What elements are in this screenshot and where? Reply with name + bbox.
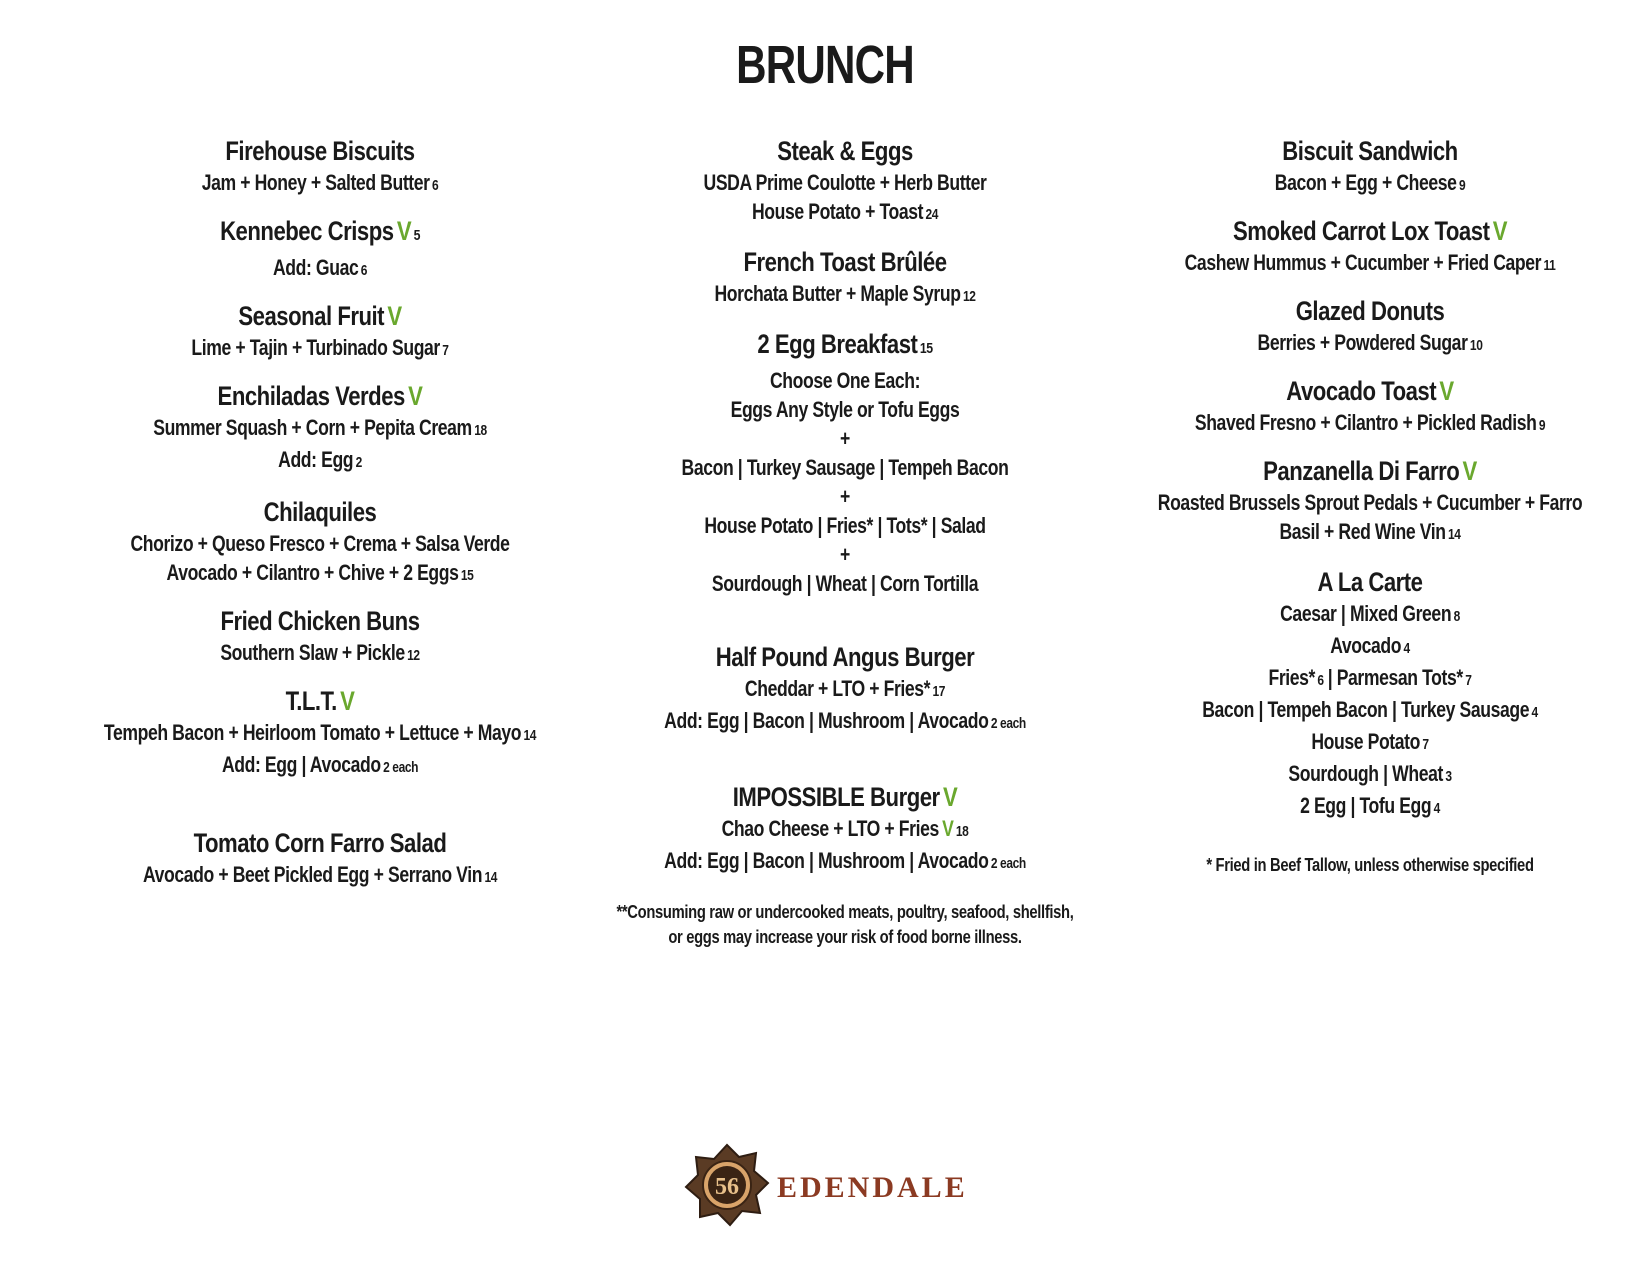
line-price: 2 each bbox=[383, 759, 419, 776]
line-price: 7 bbox=[1422, 736, 1429, 753]
footnote bbox=[1090, 853, 1650, 878]
description-text: Bacon | Turkey Sausage | Tempeh Bacon bbox=[681, 455, 1009, 480]
menu-title: BRUNCH bbox=[736, 35, 914, 95]
menu-item-name bbox=[615, 640, 1074, 674]
menu-item-description bbox=[1146, 408, 1594, 440]
description-text: Chorizo + Queso Fresco + Crema + Salsa Verde bbox=[130, 531, 510, 556]
menu-item-description bbox=[96, 750, 544, 782]
menu-item bbox=[1090, 134, 1650, 200]
line-price: 7 bbox=[442, 342, 449, 359]
menu-item-name bbox=[90, 379, 549, 413]
menu-item-name bbox=[615, 245, 1074, 279]
description-text: Southern Slaw + Pickle bbox=[220, 640, 405, 665]
description-text: Bacon + Egg + Cheese bbox=[1274, 170, 1457, 195]
menu-item bbox=[1090, 454, 1650, 549]
description-text: Add: Egg | Avocado bbox=[221, 752, 381, 777]
description-text: Add: Egg bbox=[278, 447, 354, 472]
menu-item-name bbox=[90, 684, 549, 718]
disclaimer bbox=[565, 900, 1125, 950]
menu-item-name bbox=[1140, 214, 1599, 248]
description-text: House Potato bbox=[1311, 729, 1420, 754]
line-price: 4 bbox=[1403, 640, 1410, 657]
line-price: 7 bbox=[1465, 672, 1472, 689]
line-price: 11 bbox=[1543, 257, 1556, 274]
line-price: 2 bbox=[355, 454, 362, 471]
menu-item-name bbox=[90, 826, 549, 860]
menu-item-description bbox=[96, 253, 544, 285]
description-text: Fries* bbox=[1268, 665, 1316, 690]
menu-item-title: Half Pound Angus Burger bbox=[715, 642, 975, 672]
description-text: USDA Prime Coulotte + Herb Butter bbox=[703, 170, 987, 195]
menu-item-title: Seasonal Fruit bbox=[238, 301, 385, 331]
description-text: Eggs Any Style or Tofu Eggs bbox=[730, 397, 960, 422]
menu-item bbox=[1090, 374, 1650, 440]
menu-item bbox=[40, 214, 600, 285]
description-text: 2 Egg | Tofu Egg bbox=[1300, 793, 1432, 818]
menu-column-middle bbox=[565, 134, 1125, 950]
menu-item-title: French Toast Brûlée bbox=[743, 247, 947, 277]
menu-item-title: Chilaquiles bbox=[263, 497, 377, 527]
vegan-mark: V bbox=[1492, 216, 1508, 246]
menu-item bbox=[1090, 565, 1650, 823]
menu-item-description bbox=[1146, 791, 1594, 823]
menu-item-name bbox=[90, 604, 549, 638]
menu-item-title: IMPOSSIBLE Burger bbox=[732, 782, 940, 812]
line-price: 3 bbox=[1445, 768, 1452, 785]
menu-item-description bbox=[621, 168, 1069, 197]
description-text: Avocado + Beet Pickled Egg + Serrano Vin bbox=[142, 862, 483, 887]
menu-item-description bbox=[96, 413, 544, 445]
menu-item-title: Fried Chicken Buns bbox=[220, 606, 420, 636]
vegan-mark: V bbox=[1439, 376, 1454, 406]
description-text: Avocado + Cilantro + Chive + 2 Eggs bbox=[166, 560, 459, 585]
description-text: Horchata Butter + Maple Syrup bbox=[714, 281, 961, 306]
line-price: 18 bbox=[955, 823, 969, 840]
description-text: House Potato | Fries* | Tots* | Salad bbox=[704, 513, 986, 538]
menu-column-left bbox=[40, 134, 600, 892]
line-price: 10 bbox=[1469, 337, 1483, 354]
line-price: 9 bbox=[1458, 177, 1466, 194]
description-text: House Potato + Toast bbox=[751, 199, 924, 224]
description-text: Jam + Honey + Salted Butter bbox=[201, 170, 430, 195]
menu-item bbox=[40, 495, 600, 590]
menu-item-title: Kennebec Crisps bbox=[220, 216, 394, 246]
menu-item-description bbox=[96, 333, 544, 365]
menu-item bbox=[565, 327, 1125, 598]
line-price: 14 bbox=[523, 727, 537, 744]
line-price: 14 bbox=[1447, 526, 1461, 543]
menu-item-name bbox=[615, 327, 1074, 366]
menu-item-description bbox=[621, 706, 1069, 738]
menu-item-description bbox=[96, 529, 544, 558]
line-price: 2 each bbox=[990, 855, 1026, 872]
description-text: + bbox=[840, 426, 850, 451]
menu-item-description bbox=[621, 674, 1069, 706]
menu-item-description bbox=[621, 424, 1069, 453]
menu-item-title: A La Carte bbox=[1317, 567, 1423, 597]
menu-item bbox=[1090, 214, 1650, 280]
menu-item-description bbox=[96, 718, 544, 750]
logo-number: 56 bbox=[715, 1174, 739, 1200]
line-price: 6 bbox=[360, 262, 368, 279]
edendale-logo bbox=[684, 1143, 1004, 1228]
menu-item-description bbox=[621, 540, 1069, 569]
line-price: 6 bbox=[431, 177, 439, 194]
menu-item bbox=[40, 299, 600, 365]
line-price: 24 bbox=[925, 206, 939, 223]
menu-item-description bbox=[621, 279, 1069, 311]
description-text: Shaved Fresno + Cilantro + Pickled Radish bbox=[1194, 410, 1537, 435]
menu-item-title: 2 Egg Breakfast bbox=[757, 329, 918, 359]
description-text: Sourdough | Wheat bbox=[1288, 761, 1443, 786]
menu-item-description bbox=[621, 814, 1069, 846]
menu-item-title: T.L.T. bbox=[285, 686, 337, 716]
menu-item-description bbox=[621, 366, 1069, 395]
description-text: Roasted Brussels Sprout Pedals + Cucumber + Farro bbox=[1157, 490, 1583, 515]
line-price: 18 bbox=[474, 422, 487, 439]
menu-item-title: Biscuit Sandwich bbox=[1282, 136, 1458, 166]
menu-column-right bbox=[1090, 134, 1650, 878]
disclaimer-line: or eggs may increase your risk of food borne illness. bbox=[668, 927, 1022, 947]
menu-item-name bbox=[1140, 294, 1599, 328]
menu-item-name bbox=[1140, 565, 1599, 599]
menu-item-title: Smoked Carrot Lox Toast bbox=[1232, 216, 1490, 246]
menu-item-description bbox=[1146, 695, 1594, 727]
description-text: Summer Squash + Corn + Pepita Cream bbox=[153, 415, 472, 440]
vegan-mark: V bbox=[396, 216, 412, 246]
menu-item bbox=[565, 780, 1125, 878]
vegan-mark: V bbox=[942, 816, 954, 841]
menu-item-title: Tomato Corn Farro Salad bbox=[193, 828, 447, 858]
menu-item-description bbox=[96, 445, 544, 477]
menu-item bbox=[40, 604, 600, 670]
menu-item-description bbox=[1146, 328, 1594, 360]
menu-item-title: Avocado Toast bbox=[1286, 376, 1437, 406]
menu-item-name bbox=[1140, 374, 1599, 408]
menu-item-description bbox=[96, 638, 544, 670]
menu-item-description bbox=[1146, 248, 1594, 280]
line-price: 9 bbox=[1538, 417, 1546, 434]
menu-item-name bbox=[90, 495, 549, 529]
description-text: | Parmesan Tots* bbox=[1327, 665, 1463, 690]
description-text: Add: Egg | Bacon | Mushroom | Avocado bbox=[664, 848, 989, 873]
menu-item-title: Firehouse Biscuits bbox=[225, 136, 415, 166]
menu-item bbox=[565, 245, 1125, 311]
menu-item bbox=[40, 379, 600, 477]
menu-item-title: Steak & Eggs bbox=[777, 136, 913, 166]
vegan-mark: V bbox=[340, 686, 355, 716]
description-text: + bbox=[840, 484, 850, 509]
vegan-mark: V bbox=[408, 381, 423, 411]
menu-item-price: 15 bbox=[919, 340, 933, 357]
menu-item-description bbox=[96, 860, 544, 892]
disclaimer-line: **Consuming raw or undercooked meats, poultry, seafood, shellfish, bbox=[616, 902, 1074, 922]
menu-item-name bbox=[615, 134, 1074, 168]
description-text: Berries + Powdered Sugar bbox=[1257, 330, 1468, 355]
logo-wordmark: EDENDALE bbox=[777, 1171, 968, 1204]
description-text: Choose One Each: bbox=[769, 368, 921, 393]
menu-item-description bbox=[1146, 517, 1594, 549]
menu-item-name bbox=[1140, 454, 1599, 488]
description-text: Basil + Red Wine Vin bbox=[1279, 519, 1446, 544]
line-price: 6 bbox=[1317, 672, 1324, 689]
menu-item-description bbox=[1146, 631, 1594, 663]
line-price: 2 each bbox=[990, 715, 1026, 732]
menu-item-description bbox=[1146, 727, 1594, 759]
menu-item-description bbox=[621, 197, 1069, 229]
description-text: Add: Guac bbox=[272, 255, 359, 280]
description-text: Avocado bbox=[1330, 633, 1402, 658]
description-text: Add: Egg | Bacon | Mushroom | Avocado bbox=[664, 708, 989, 733]
menu-item-description bbox=[621, 569, 1069, 598]
menu-item-name bbox=[90, 299, 549, 333]
menu-item-description bbox=[621, 846, 1069, 878]
menu-item bbox=[565, 134, 1125, 229]
menu-item-title: Enchiladas Verdes bbox=[217, 381, 405, 411]
line-price: 15 bbox=[460, 567, 474, 584]
line-price: 4 bbox=[1433, 800, 1440, 817]
description-text: Sourdough | Wheat | Corn Tortilla bbox=[711, 571, 979, 596]
menu-item-description bbox=[621, 453, 1069, 482]
description-text: Cashew Hummus + Cucumber + Fried Caper bbox=[1184, 250, 1542, 275]
menu-item-title: Panzanella Di Farro bbox=[1263, 456, 1460, 486]
description-text: Chao Cheese + LTO + Fries bbox=[721, 816, 939, 841]
menu-item-description bbox=[1146, 759, 1594, 791]
menu-item bbox=[1090, 294, 1650, 360]
menu-item-description bbox=[621, 482, 1069, 511]
menu-item-price: 5 bbox=[413, 227, 420, 244]
description-text: + bbox=[840, 542, 850, 567]
menu-item-name bbox=[90, 214, 549, 253]
vegan-mark: V bbox=[942, 782, 958, 812]
description-text: Caesar | Mixed Green bbox=[1280, 601, 1452, 626]
menu-item-description bbox=[621, 395, 1069, 424]
menu-item-name bbox=[90, 134, 549, 168]
menu-item-title: Glazed Donuts bbox=[1295, 296, 1445, 326]
menu-item-description bbox=[96, 558, 544, 590]
line-price: 12 bbox=[962, 288, 976, 305]
menu-item-description bbox=[1146, 168, 1594, 200]
line-price: 14 bbox=[484, 869, 497, 886]
vegan-mark: V bbox=[387, 301, 402, 331]
menu-item bbox=[40, 684, 600, 782]
description-text: Lime + Tajin + Turbinado Sugar bbox=[191, 335, 440, 360]
menu-item bbox=[565, 640, 1125, 738]
vegan-mark: V bbox=[1462, 456, 1477, 486]
description-text: Tempeh Bacon + Heirloom Tomato + Lettuce + Mayo bbox=[103, 720, 522, 745]
menu-item bbox=[40, 134, 600, 200]
menu-item-description bbox=[1146, 663, 1594, 695]
menu-item-description bbox=[621, 511, 1069, 540]
footnote-text: * Fried in Beef Tallow, unless otherwise specified bbox=[1206, 855, 1534, 875]
line-price: 4 bbox=[1531, 704, 1538, 721]
menu-item bbox=[40, 826, 600, 892]
menu-item-description bbox=[1146, 488, 1594, 517]
line-price: 17 bbox=[932, 683, 946, 700]
description-text: Bacon | Tempeh Bacon | Turkey Sausage bbox=[1202, 697, 1530, 722]
menu-item-name bbox=[1140, 134, 1599, 168]
line-price: 8 bbox=[1453, 608, 1460, 625]
line-price: 12 bbox=[407, 647, 420, 664]
menu-item-description bbox=[1146, 599, 1594, 631]
description-text: Cheddar + LTO + Fries* bbox=[744, 676, 931, 701]
menu-item-description bbox=[96, 168, 544, 200]
fire-badge-icon bbox=[684, 1143, 770, 1228]
menu-item-name bbox=[615, 780, 1074, 814]
